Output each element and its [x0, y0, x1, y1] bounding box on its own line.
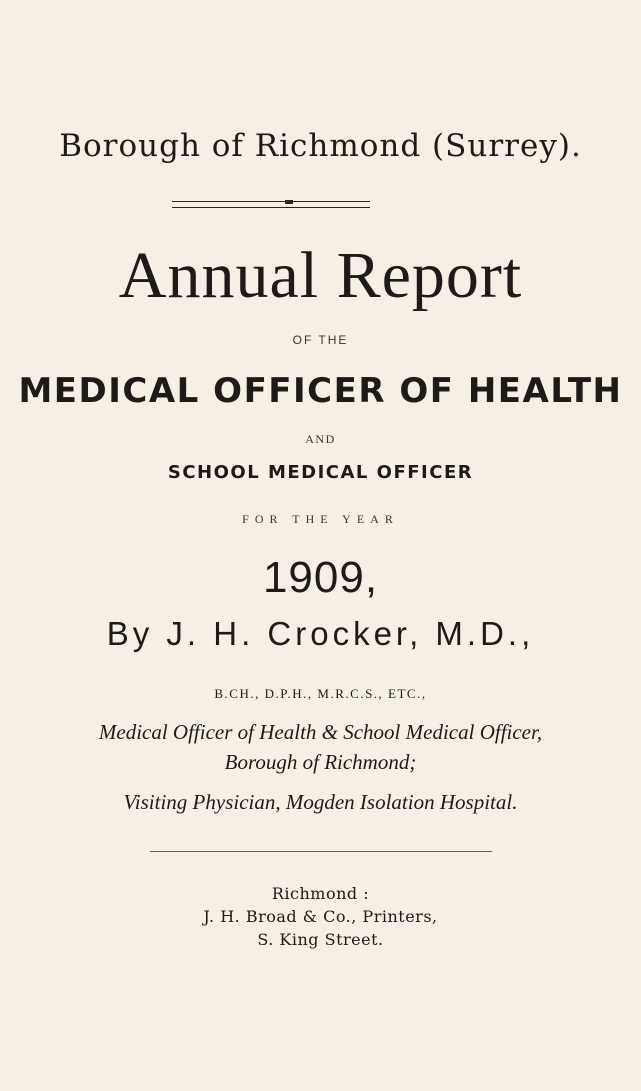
- author-role-line-1: Medical Officer of Health & School Medical Officer,: [98, 720, 543, 744]
- office-medical-officer-of-health: MEDICAL OFFICER OF HEALTH: [18, 371, 623, 411]
- report-year: 1909,: [262, 553, 379, 602]
- author-role-line-3: Visiting Physician, Mogden Isolation Hospital.: [123, 790, 518, 814]
- author-role-line-2: Borough of Richmond;: [224, 750, 417, 774]
- double-rule-divider: [172, 201, 370, 208]
- rule-ornament: [285, 200, 293, 204]
- imprint-address: S. King Street.: [257, 930, 384, 949]
- author-line: By J. H. Crocker, M.D.,: [106, 615, 535, 652]
- imprint-printer: J. H. Broad & Co., Printers,: [203, 907, 438, 926]
- and-label: AND: [305, 432, 336, 446]
- borough-heading: Borough of Richmond (Surrey).: [59, 128, 582, 164]
- author-qualifications: B.CH., D.P.H., M.R.C.S., ETC.,: [214, 686, 427, 701]
- office-school-medical-officer: SCHOOL MEDICAL OFFICER: [167, 462, 474, 483]
- of-the-label: OF THE: [292, 333, 349, 347]
- imprint-place: Richmond :: [271, 884, 370, 903]
- report-title: Annual Report: [118, 239, 523, 312]
- thin-rule-divider: [150, 851, 492, 852]
- for-the-year-label: FOR THE YEAR: [242, 512, 399, 526]
